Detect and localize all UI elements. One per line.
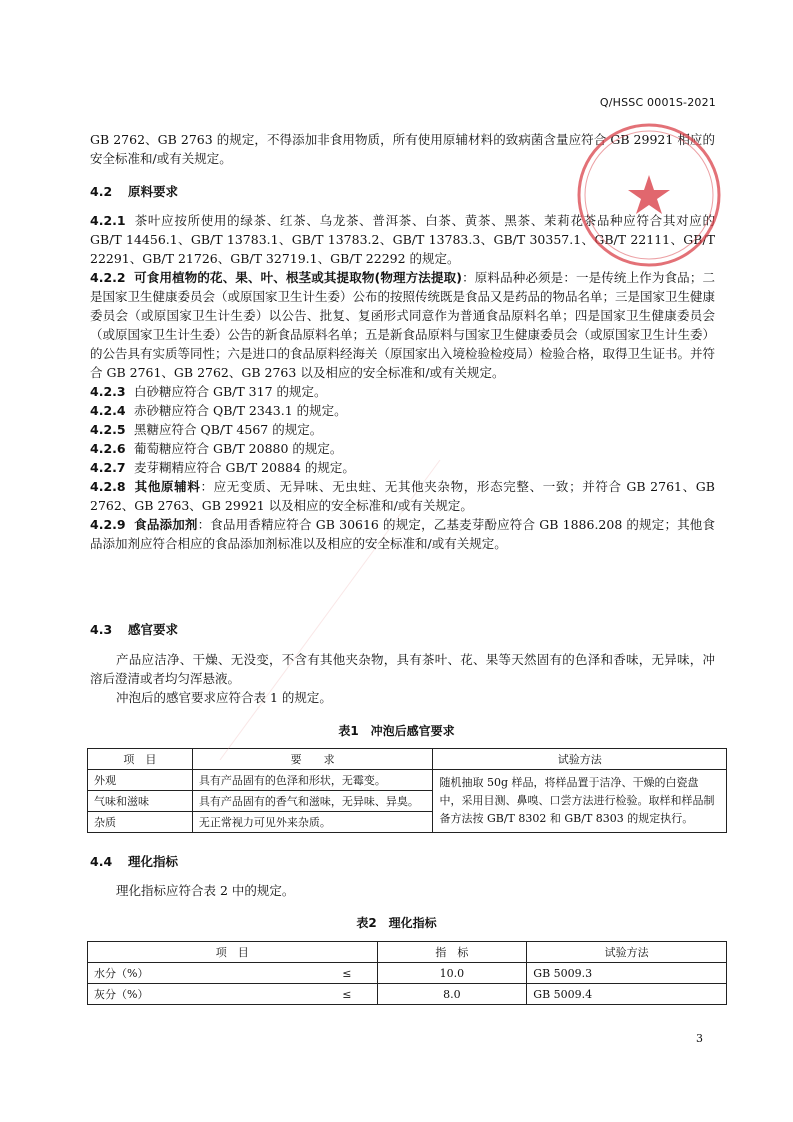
- sensory-table-ref: 冲泡后的感官要求应符合表 1 的规定。: [116, 690, 332, 705]
- item-number: 4.2.9: [90, 517, 126, 532]
- item-number: 4.2.5: [90, 422, 126, 437]
- item-text: 茶叶应按所使用的绿茶、红茶、乌龙茶、普洱茶、白茶、黄茶、黑茶、茉莉花茶品种应符合其对应的 GB/T 14456.1、GB/T 13783.1、GB/T 13783.2、GB/T 13783.3、GB/T 30357.1、GB/T 22111、GB/T 22291、GB/T 21726、GB/T 32719.1、GB/T 22292 的规定。: [90, 213, 715, 266]
- item-number: 4.2.4: [90, 403, 126, 418]
- item-text: 麦芽糊精应符合 GB/T 20884 的规定。: [134, 460, 355, 475]
- table1-item-cell: 杂质: [88, 812, 193, 833]
- item-4-2-9: [90, 515, 715, 553]
- table1-item-cell: 气味和滋味: [88, 791, 193, 812]
- table2-method-cell: GB 5009.3: [527, 963, 727, 984]
- table2-header-method: 试验方法: [527, 942, 727, 963]
- section-4-3-body: [90, 650, 715, 707]
- section-title: 原料要求: [128, 184, 179, 199]
- item-number: 4.2.8: [90, 479, 126, 494]
- table-row: [88, 963, 727, 984]
- section-4-2-heading: [90, 182, 178, 200]
- table-row: [88, 770, 727, 791]
- table1-requirement-cell: 无正常视力可见外来杂质。: [192, 812, 433, 833]
- section-number: 4.3: [90, 622, 113, 637]
- table-row: [88, 984, 727, 1005]
- table1: [87, 748, 727, 833]
- table1-header-row: [88, 749, 727, 770]
- item-4-2-3: [90, 382, 715, 401]
- company-seal-icon: [574, 120, 724, 270]
- section-4-3-heading: [90, 620, 178, 638]
- section-4-4-body: [90, 881, 715, 900]
- section-title: 感官要求: [128, 622, 179, 637]
- table2-operator-cell: ≤: [317, 963, 377, 984]
- section-number: 4.4: [90, 854, 113, 869]
- item-4-2-6: [90, 439, 715, 458]
- table1-header-item: 项 目: [88, 749, 193, 770]
- table2-item-cell: 水分（%）: [88, 963, 318, 984]
- table1-requirement-cell: 具有产品固有的香气和滋味，无异味、异臭。: [192, 791, 433, 812]
- item-bold-label: 其他原辅料: [134, 479, 201, 494]
- item-number: 4.2.6: [90, 441, 126, 456]
- table1-title: 表1 冲泡后感官要求: [338, 724, 455, 738]
- item-4-2-7: [90, 458, 715, 477]
- item-number: 4.2.7: [90, 460, 126, 475]
- item-number: 4.2.1: [90, 213, 126, 228]
- item-text: ：食品用香精应符合 GB 30616 的规定，乙基麦芽酚应符合 GB 1886.208 的规定；其他食品添加剂应符合相应的食品添加剂标准以及相应的安全标准和/或有关规定。: [90, 517, 715, 551]
- table2-header-item: 项 目: [88, 942, 378, 963]
- item-4-2-2: [90, 268, 715, 382]
- sensory-paragraph: 产品应洁净、干燥、无没变，不含有其他夹杂物，具有茶叶、花、果等天然固有的色泽和香味，无异味，冲溶后澄清或者均匀浑悬液。: [90, 652, 715, 686]
- item-text: 赤砂糖应符合 QB/T 2343.1 的规定。: [134, 403, 347, 418]
- table2-value-cell: 10.0: [377, 963, 527, 984]
- table2-value-cell: 8.0: [377, 984, 527, 1005]
- item-text: ：应无变质、无异味、无虫蛀、无其他夹杂物，形态完整、一致；并符合 GB 2761、GB 2762、GB 2763、GB 29921 以及相应的安全标准和/或有关规定。: [90, 479, 715, 513]
- item-text: ：原料品种必须是：一是传统上作为食品；二是国家卫生健康委员会（或原国家卫生计生委）公布的按照传统既是食品又是药品的物品名单；三是国家卫生健康委员会（或原国家卫生计生委）以公告、批复、复函形式同意作为普通食品原料名单；四是国家卫生健康委员会（或原国家卫生计生委）公告的新食品原料名单；五是新食品原料与国家卫生健康委员会（或原国家卫生计生委）的公告具有实质等同性；六是进口的食品原料经海关（原国家出入境检验检疫局）检验合格，取得卫生证书。并符合 GB 2761、GB 2762、GB 2763 以及相应的安全标准和/或有关规定。: [90, 270, 716, 380]
- table1-requirement-cell: 具有产品固有的色泽和形状，无霉变。: [192, 770, 433, 791]
- item-4-2-8: [90, 477, 715, 515]
- item-bold-label: 食品添加剂: [134, 517, 198, 532]
- intro-text: GB 2762、GB 2763 的规定，不得添加非食用物质，所有使用原辅材料的致病菌含量应符合 GB 29921 相应的安全标准和/或有关规定。: [90, 132, 715, 166]
- item-4-2-4: [90, 401, 715, 420]
- table1-item-cell: 外观: [88, 770, 193, 791]
- table2-title: 表2 理化指标: [356, 916, 437, 930]
- item-number: 4.2.2: [90, 270, 126, 285]
- item-text: 白砂糖应符合 GB/T 317 的规定。: [134, 384, 327, 399]
- section-title: 理化指标: [128, 854, 179, 869]
- item-number: 4.2.3: [90, 384, 126, 399]
- section-number: 4.2: [90, 184, 113, 199]
- table1-method-cell: 随机抽取 50g 样品，将样品置于洁净、干燥的白瓷盘中，采用目测、鼻嗅、口尝方法进行检验。取样和样品制备方法按 GB/T 8302 和 GB/T 8303 的规定执行。: [433, 770, 727, 833]
- physchem-paragraph: 理化指标应符合表 2 中的规定。: [116, 883, 295, 898]
- table2-operator-cell: ≤: [317, 984, 377, 1005]
- table2-header-index: 指 标: [377, 942, 527, 963]
- table2-header-row: [88, 942, 727, 963]
- section-4-4-heading: [90, 852, 178, 870]
- table1-header-requirement: 要 求: [192, 749, 433, 770]
- table2-method-cell: GB 5009.4: [527, 984, 727, 1005]
- item-text: 黑糖应符合 QB/T 4567 的规定。: [134, 422, 323, 437]
- item-4-2-5: [90, 420, 715, 439]
- standard-code: Q/HSSC 0001S-2021: [599, 96, 716, 109]
- item-text: 葡萄糖应符合 GB/T 20880 的规定。: [134, 441, 343, 456]
- table1-header-method: 试验方法: [433, 749, 727, 770]
- item-bold-label: 可食用植物的花、果、叶、根茎或其提取物(物理方法提取): [134, 270, 462, 285]
- table2: [87, 941, 727, 1005]
- table2-item-cell: 灰分（%）: [88, 984, 318, 1005]
- page-number: 3: [696, 1032, 703, 1045]
